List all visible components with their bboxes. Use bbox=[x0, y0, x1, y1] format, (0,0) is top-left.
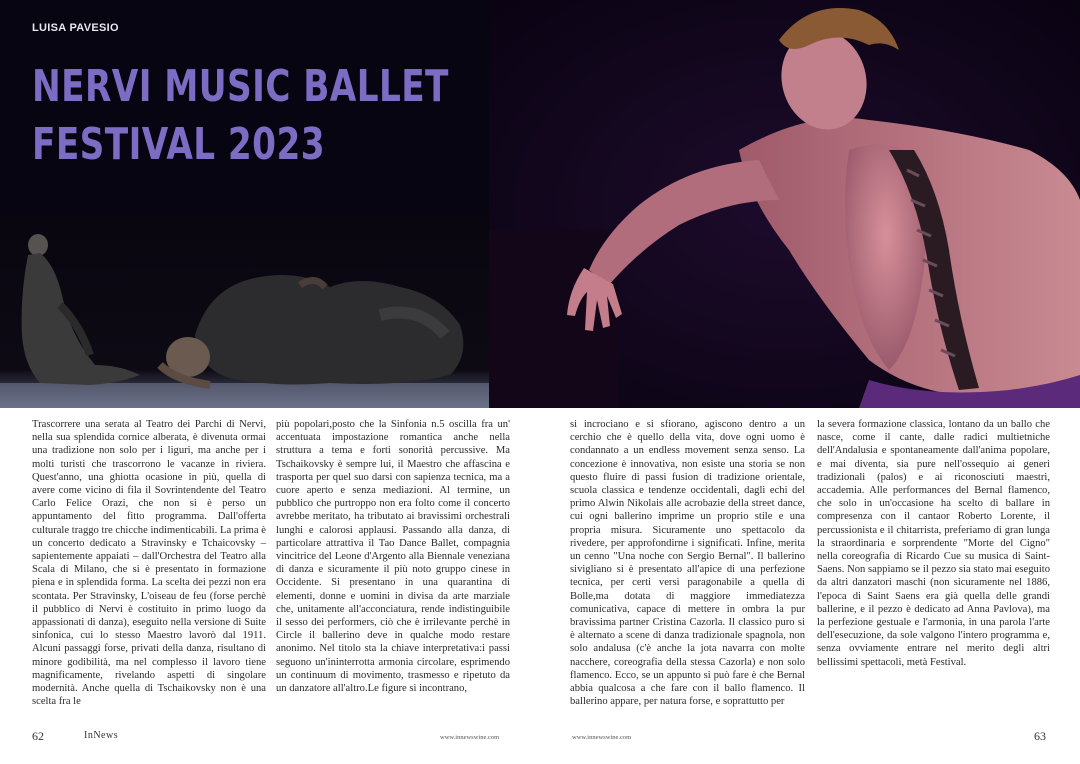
title-line-2: FESTIVAL 2023 bbox=[32, 119, 325, 170]
url-left: www.innewswine.com bbox=[440, 734, 500, 741]
text-column-3: si incrociano e si sfiorano, agiscono dentro a un cerchio che è quello della vita, dove ogni uomo è condannato a un endless movement senza senso. La concezione è innovativa, non esiste una storia se non questo fluire di passi fusion di tradizione orientale, scuola classica e tendenze occidentali, dagli echi del primo Alwin Nikolais alle acrobazie della street dance, cui ogni ballerino imprime un proprio stile e una propria misura. Sicuramente uno spettacolo da rivedere, per approfondirne i significati. Infine, merita un cenno "Una noche con Sergio Bernal". Il ballerino sivigliano si è presentato all'apice di una perfezione tecnica, per certi versi paragonabile a quella di Bolle,ma dotata di maggiore immediatezza comunicativa, capace di mettere in ombra la pur bravissima partner Cristina Cazorla. Il classico puro si è alternato a scene di danza tradizionale spagnola, non solo andalusa (c'è anche la jota navarra con molte nacchere, coreografia della stessa Cazorla) e non solo flamenco. Ecco, se un appunto si può fare è che Bernal abbia qualcosa a che fare con il ballo flamenco. Il ballerino appare, per natura forse, e soprattutto per bbox=[570, 419, 805, 708]
left-page-header bbox=[0, 0, 540, 408]
title-line-1: NERVI MUSIC BALLET bbox=[32, 61, 449, 112]
magazine-name: InNews bbox=[84, 730, 119, 741]
male-dancer-photo bbox=[489, 0, 1080, 408]
text-column-2: più popolari,posto che la Sinfonia n.5 oscilla fra un' accentuata impostazione romantica anche nella struttura a tema e forti sonorità percussive. Ma Tschaikovsky è sempre lui, il Maestro che affascina e trasporta per quel suo darsi con sapienza tecnica, ma a cuore aperto e senza mediazioni. Al termine, un pubblico che purtroppo non era folto come il concerto avrebbe meritato, ha tributato ai bravissimi orchestrali lunghi e calorosi applausi. Passando alla danza, di particolare attrattiva il Tao Dance Ballet, compagnia vincitrice del Leone d'Argento alla Biennale veneziana di danza e sicuramente il più noto gruppo cinese in Occidente. Si presentano in una quarantina di elementi, donne e uomini in divisa da arte marziale che, unitamente all'acconciatura, rende indistinguibile il sesso dei performers, ciò che è irrilevante perchè in Circle il ballerino deve in qualche modo restare anonimo. Nel titolo sta la chiave interpretativa:i passi seguono un'ininterrotta armonia circolare, esprimendo un continuum di movimento, trasmesso e ripetuto da un danzatore all'altro.Le figure si incontrano, bbox=[276, 419, 510, 695]
page-number-right: 63 bbox=[1034, 729, 1046, 743]
page-number-left: 62 bbox=[32, 729, 44, 743]
text-column-1: Trascorrere una serata al Teatro dei Parchi di Nervi, nella sua splendida cornice alberata, è divenuta ormai una tradizione non solo per i liguri, ma anche per i molti turisti che trascorrono le vacanze in riviera. Quest'anno, una ghiotta ocasione in più, quella di avere come vicino di fila il Sovrintendente del Teatro Carlo Felice Orazi, che non si è perso un appuntamento del fitto programma. Dall'offerta culturale traggo tre chicche indimenticabili. La prima è un concerto dedicato a Stravinsky e Tchaicovsky – sapientemente appaiati – dall'Orchestra del Teatro alla Scala di Milano, che si è presentato in formazione piena e in splendida forma. La scelta dei pezzi non era scontata. Per Stravinsky, L'oiseau de feu (forse perchè il pubblico di Nervi è costituito in primo luogo da appassionati di danza), eseguito nella versione di Suite sinfonica, cui lo stesso Maestro lavorò dal 1911. Alcuni passaggi forse, privati della danza, risultano di minore godibilità, ma nel complesso il lavoro tiene magnificamente, rivelando aspetti di singolare modernità. Anche quella di Tschaikovsky non è una scelta fra le bbox=[32, 419, 266, 708]
url-right: www.innewswine.com bbox=[572, 734, 632, 741]
dancers-stage-photo bbox=[0, 215, 540, 408]
author-name: LUISA PAVESIO bbox=[32, 22, 119, 34]
right-page-photo bbox=[489, 0, 1080, 408]
article-title bbox=[32, 58, 449, 174]
text-column-4: la severa formazione classica, lontano da un ballo che nasce, come il cante, dalle radici multietniche dell'Andalusia e spontaneamente dall'anima popolare, e mai diventa, sia pure nell'ossequio ai generi tradizionali (palos) e ai riconosciuti maestri, accademia. Alle performances del Bernal flamenco, che solo in un'occasione ha scelto di ballare in compresenza con il cantaor Roberto Lorente, il percussionista e il chitarrista, preferiamo di gran lunga la straordinaria e sorprendente "Morte del Cigno" nella coreografia di Ricardo Cue su musica di Saint- Saens. Non sappiamo se il pezzo sia stato mai eseguito da altri danzatori maschi (non sicuramente nel 1886, l'epoca di Saint Saens era già quella delle grandi ballerine, e il pezzo è dedicato ad Anna Pavlova), ma la perfezione gestuale e l'armonia, in una parola l'arte dell'esecuzione, da sole valgono l'intero programma e, senza ovviamente entrare nel merito degli altri bellissimi spettacoli, metà Festival. bbox=[817, 419, 1050, 668]
